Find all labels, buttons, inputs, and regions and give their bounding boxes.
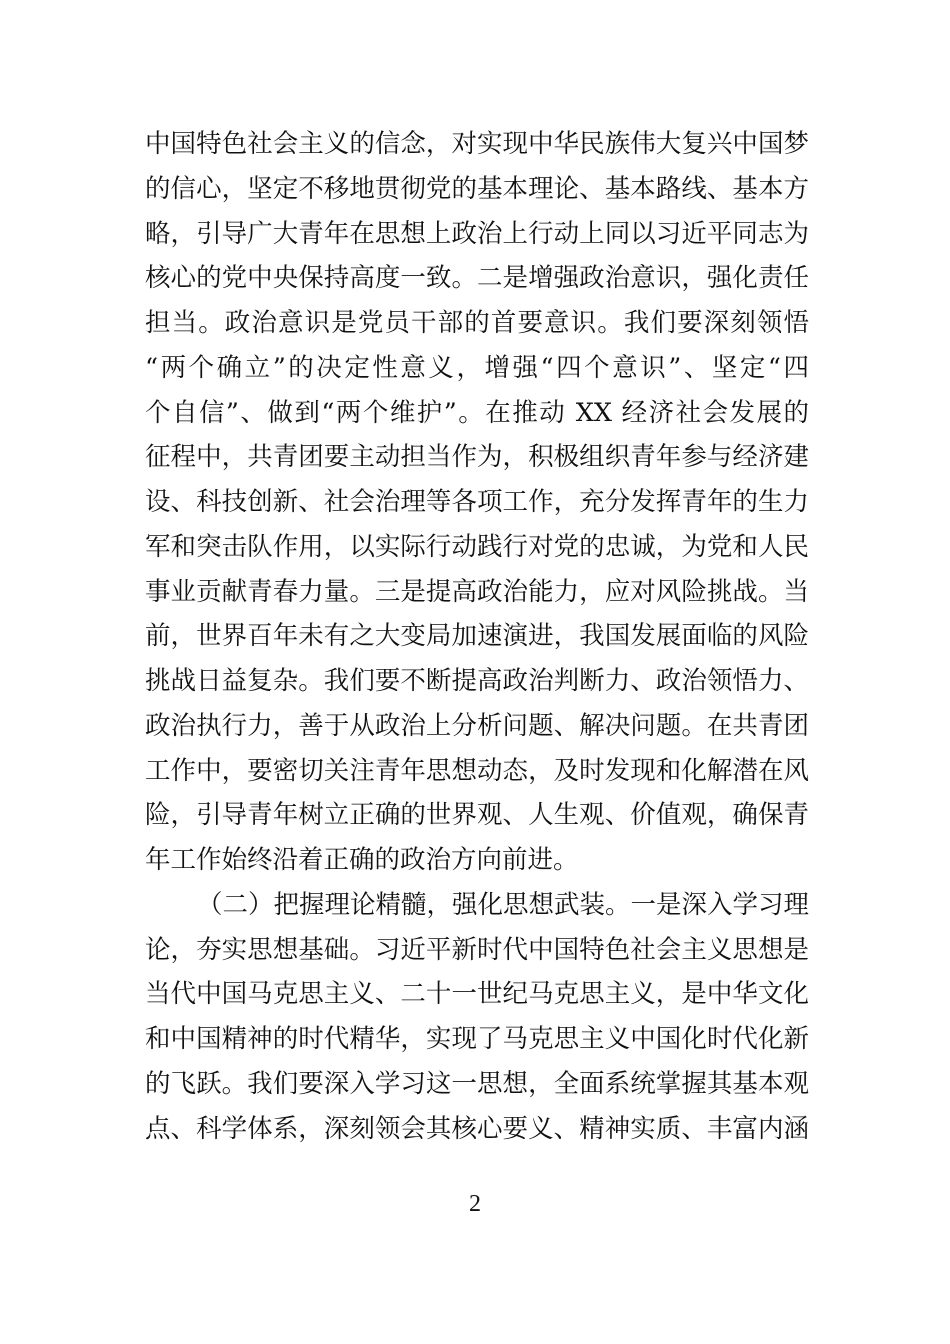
- section-heading-line: （二）把握理论精髓，强化思想武装。一是深入学习理: [197, 889, 810, 920]
- text-line: 和中国精神的时代精华，实现了马克思主义中国化时代化新: [145, 1024, 809, 1054]
- text-line: 征程中，共青团要主动担当作为，积极组织青年参与经济建: [145, 442, 809, 473]
- text-line: 前，世界百年未有之大变局加速演进，我国发展面临的风险: [145, 621, 809, 652]
- text-line: 中国特色社会主义的信念，对实现中华民族伟大复兴中国梦: [145, 129, 809, 159]
- paragraph-end-line: 年工作始终沿着正确的政治方向前进。: [145, 845, 579, 875]
- text-line: 事业贡献青春力量。三是提高政治能力，应对风险挑战。当: [145, 576, 809, 607]
- text-line: 政治执行力，善于从政治上分析问题、解决问题。在共青团: [145, 710, 809, 741]
- text-line: 险，引导青年树立正确的世界观、人生观、价值观，确保青: [145, 800, 809, 831]
- text-line: 的飞跃。我们要深入学习这一思想，全面系统掌握其基本观: [145, 1068, 809, 1099]
- text-line: 当代中国马克思主义、二十一世纪马克思主义，是中华文化: [145, 979, 809, 1010]
- body-text: [145, 122, 809, 1151]
- text-line: 个自信”、做到“两个维护”。在推动 XX 经济社会发展的: [145, 397, 809, 428]
- text-line: 工作中，要密切关注青年思想动态，及时发现和化解潜在风: [145, 755, 809, 786]
- text-line: 论，夯实思想基础。习近平新时代中国特色社会主义思想是: [145, 934, 809, 965]
- text-line: 设、科技创新、社会治理等各项工作，充分发挥青年的生力: [145, 487, 809, 517]
- text-line: 担当。政治意识是党员干部的首要意识。我们要深刻领悟: [145, 308, 809, 338]
- text-line: 的信心，坚定不移地贯彻党的基本理论、基本路线、基本方: [145, 173, 809, 204]
- text-line: 核心的党中央保持高度一致。二是增强政治意识，强化责任: [145, 263, 809, 294]
- page-number: 2: [469, 1191, 481, 1217]
- text-line: 军和突击队作用，以实际行动践行对党的忠诚，为党和人民: [145, 531, 809, 562]
- text-line: 略，引导广大青年在思想上政治上行动上同以习近平同志为: [145, 218, 809, 249]
- text-line: 点、科学体系，深刻领会其核心要义、精神实质、丰富内涵: [145, 1113, 809, 1144]
- text-line: “两个确立”的决定性意义，增强“四个意识”、坚定“四: [145, 352, 809, 383]
- text-line: 挑战日益复杂。我们要不断提高政治判断力、政治领悟力、: [145, 666, 809, 696]
